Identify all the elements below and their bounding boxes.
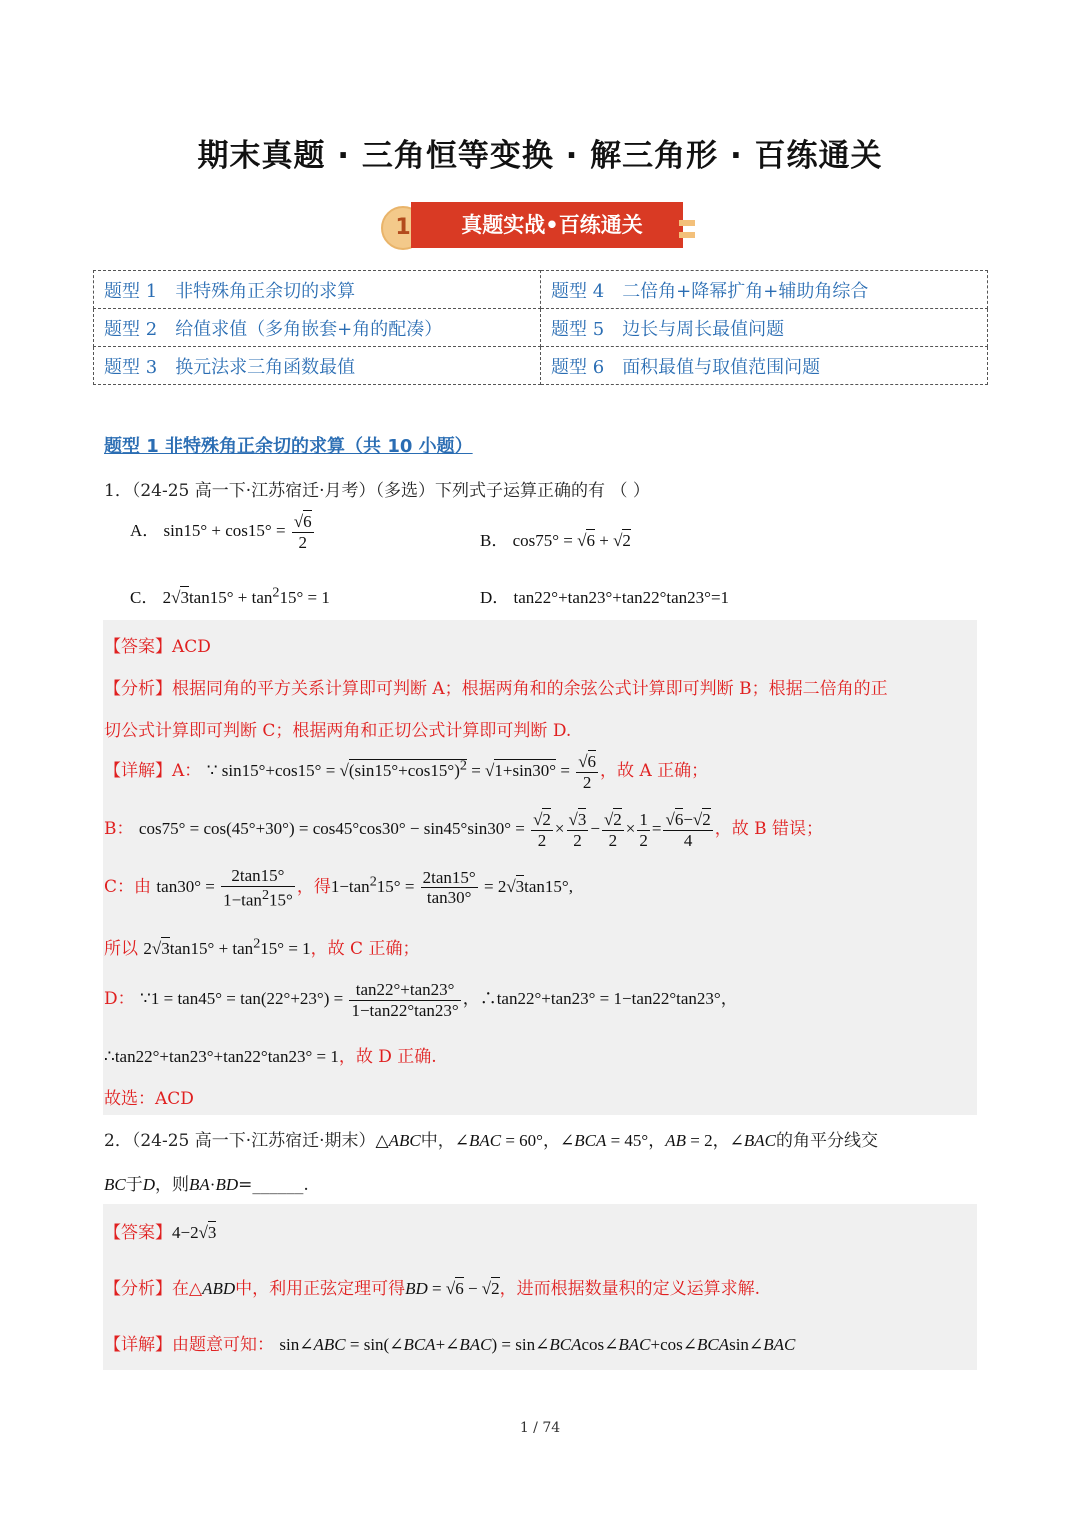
banner-decoration (679, 220, 695, 226)
question-2-stem-line-2: BC于D，则BA·BD=______. (104, 1175, 309, 1195)
table-row (94, 347, 988, 385)
analysis-line-1: 【分析】根据同角的平方关系计算即可判断 A；根据两角和的余弦公式计算即可判断 B；根据二倍角的正 (104, 679, 888, 699)
toc-item[interactable]: 题型 4 二倍角+降幂扩角+辅助角综合 (541, 271, 988, 309)
topic-table (93, 270, 988, 385)
question-2-stem-line-1: 2．（24-25 高一下·江苏宿迁·期末）△ABC中，∠BAC = 60°，∠BCA = 45°，AB = 2，∠BAC的角平分线交 (104, 1131, 878, 1151)
detail-c: C：由 tan30° = $\frac{2\tan 15^\circ}{1-\tan^215^\circ}$ ，得$1-\tan^215^\circ$ = $\frac{2\tan 15^\circ}{\tan 30^\circ}$ = 2√3tan15°, (104, 866, 573, 910)
question-1-stem: 1．（24-25 高一下·江苏宿迁·月考）（多选）下列式子运算正确的有 （ ） (104, 481, 650, 501)
section-heading[interactable]: 题型 1 非特殊角正余切的求算（共 10 小题） (104, 436, 473, 457)
analysis-line-q2: 【分析】在△ABD中，利用正弦定理可得BD = √6 − √2，进而根据数量积的定义运算求解. (104, 1279, 761, 1299)
detail-a: 【详解】A： ∵ $\sin 15^\circ+\cos 15^\circ = √(\sin 15^\circ+\cos 15^\circ)^2 = √1+\sin 30^\circ$ = $\frac{√6}{2}$ ，故 A 正确； (104, 752, 709, 792)
analysis-line-2: 切公式计算即可判断 C；根据两角和正切公式计算即可判断 D. (104, 721, 572, 741)
page-number: 1 / 74 (519, 1420, 561, 1436)
toc-item[interactable]: 题型 6 面积最值与取值范围问题 (541, 347, 988, 385)
detail-c2: 所以 $2√3\tan 15^\circ + \tan^215^\circ = 1$，故 C 正确； (104, 935, 420, 959)
banner-decoration (679, 232, 695, 238)
section-banner (381, 200, 701, 252)
answer-line-2: 【答案】4−2√3 (104, 1223, 217, 1243)
banner-number: 1 (381, 206, 425, 250)
banner-label: 真题实战•百练通关 (411, 202, 683, 248)
final-answer: 故选：ACD (104, 1089, 194, 1109)
detail-b: B： cos75° = cos(45°+30°) = cos45°cos30° − sin45°sin30° = $\frac{√2}{2}$ × $\frac{√3}{2}$ − $\frac{√2}{2}$ × $\frac{1}{2}$ = $\frac{√6-√2}{4}$ ，故 B 错误； (104, 810, 824, 850)
table-row (94, 271, 988, 309)
answer-line: 【答案】ACD (104, 637, 211, 657)
toc-item[interactable]: 题型 3 换元法求三角函数最值 (94, 347, 541, 385)
detail-d: D： ∵1 = tan45° = tan(22°+23°) = $\frac{\tan 22^\circ+\tan 23^\circ}{1-\tan 22^\circ\tan 23^\circ}$ ，∴tan22°+tan23° = 1−tan22°tan23°， (104, 980, 738, 1020)
toc-item[interactable]: 题型 1 非特殊角正余切的求算 (94, 271, 541, 309)
option-c: C． $2√3\tan 15^\circ + \tan^215^\circ = 1$ (130, 584, 330, 607)
option-d: D． tan22°+tan23°+tan22°tan23°=1 (480, 588, 730, 607)
toc-item[interactable]: 题型 5 边长与周长最值问题 (541, 309, 988, 347)
table-row (94, 309, 988, 347)
toc-item[interactable]: 题型 2 给值求值（多角嵌套+角的配凑） (94, 309, 541, 347)
detail-q2: 【详解】由题意可知： sin∠ABC = sin(∠BCA+∠BAC) = sin∠BCAcos∠BAC+cos∠BCAsin∠BAC (104, 1335, 796, 1355)
page-title: 期末真题 · 三角恒等变换 · 解三角形 · 百练通关 (197, 138, 883, 174)
option-a: A． sin15° + cos15° = $\frac{√6}{2}$ (130, 512, 312, 552)
option-b: B． cos75° = √6 + √2 (480, 531, 631, 550)
detail-d2: ∴tan22°+tan23°+tan22°tan23° = 1，故 D 正确. (104, 1047, 437, 1067)
